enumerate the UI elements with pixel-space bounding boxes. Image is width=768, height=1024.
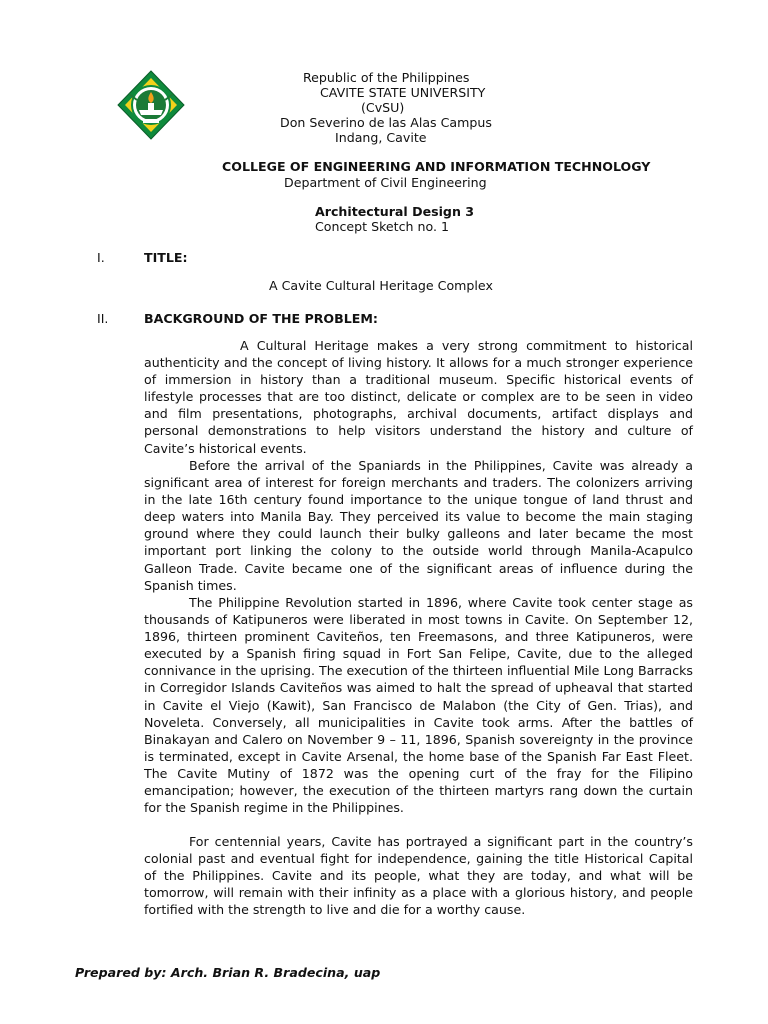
header-college: COLLEGE OF ENGINEERING AND INFORMATION TECHNOLOGY xyxy=(222,159,651,174)
header-department: Department of Civil Engineering xyxy=(284,175,487,190)
paragraph: Before the arrival of the Spaniards in the Philippines, Cavite was already a significant area of interest for foreign merchants and traders. The colonizers arriving in the late 16th century found importance to the unique tongue of land thrust and deep waters into Manila Bay. They perceived its value to become the main staging ground where they could launch their bulky galleons and later became the most important port linking the colony to the outside world through Manila-Acapulco Galleon Trade. Cavite became one of the significant areas of influence during the Spanish times. xyxy=(144,458,693,593)
section-number: I. xyxy=(97,250,105,265)
project-title: A Cavite Cultural Heritage Complex xyxy=(269,278,493,293)
section-title: TITLE: xyxy=(144,250,188,265)
footer-prepared-by: Prepared by: Arch. Brian R. Bradecina, uap xyxy=(75,965,381,980)
paragraph: For centennial years, Cavite has portrayed a significant part in the country’s colonial past and eventual fight for independence, gaining the title Historical Capital of the Philippines. Cavite and its people, what they are today, and what will be tomorrow, will remain with their infinity as a place with a glorious history, and people fortified with the strength to live and die for a worthy cause. xyxy=(144,834,693,918)
header-location: Indang, Cavite xyxy=(335,130,427,145)
header-acronym: (CvSU) xyxy=(361,100,405,115)
cvsu-seal-icon xyxy=(117,70,185,140)
header-campus: Don Severino de las Alas Campus xyxy=(280,115,492,130)
header-university: CAVITE STATE UNIVERSITY xyxy=(320,85,486,100)
header-republic: Republic of the Philippines xyxy=(303,70,470,85)
course-title: Architectural Design 3 xyxy=(315,204,475,219)
sketch-number: Concept Sketch no. 1 xyxy=(315,219,450,234)
section-number: II. xyxy=(97,311,109,326)
section-title: BACKGROUND OF THE PROBLEM: xyxy=(144,311,378,326)
paragraph: The Philippine Revolution started in 1896, where Cavite took center stage as thousands of Katipuneros were liberated in most towns in Cavite. On September 12, 1896, thirteen prominent Caviteños, ten Freemasons, and three Katipuneros, were executed by a Spanish firing squad in Fort San Felipe, Cavite, due to the alleged connivance in the uprising. The execution of the thirteen influential Mile Long Barracks in Corregidor Islands Caviteños was aimed to halt the spread of upheaval that started in Cavite el Viejo (Kawit), San Francisco de Malabon (the City of Gen. Trias), and Noveleta. Conversely, all municipalities in Cavite took arms. After the battles of Binakayan and Calero on November 9 – 11, 1896, Spanish sovereignty in the province is terminated, except in Cavite Arsenal, the home base of the Spanish Far East Fleet. The Cavite Mutiny of 1872 was the opening curt of the fray for the Filipino emancipation; however, the execution of the thirteen martyrs rang down the curtain for the Spanish regime in the Philippines. xyxy=(144,595,693,816)
paragraph: A Cultural Heritage makes a very strong commitment to historical authenticity and the concept of living history. It allows for a much stronger experience of immersion in history than a traditional museum. Specific historical events of lifestyle processes that are too distinct, delicate or complex are to be seen in video and film presentations, photographs, archival documents, artifact displays and personal demonstrations to help visitors understand the history and culture of Cavite’s historical events. xyxy=(144,338,693,456)
